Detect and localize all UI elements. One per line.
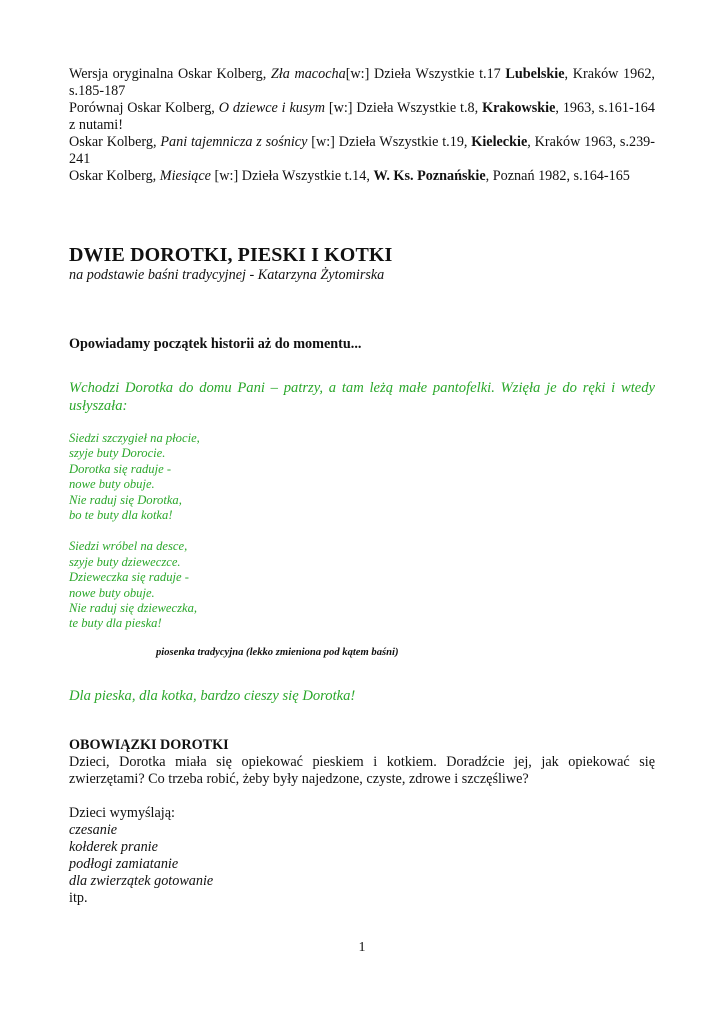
document-page [69,66,655,907]
poem-line: szyje buty Dorocie. [69,446,166,461]
poem-line: Dorotka się raduje - [69,461,172,476]
story-title: DWIE DOROTKI, PIESKI I KOTKI [69,244,393,266]
poem-line: szyje buty dzieweczce. [69,554,181,569]
poem-line: Siedzi wróbel na desce, [69,539,188,554]
poem-line: bo te buty dla kotka! [69,508,173,523]
duties-heading: OBOWIĄZKI DOROTKI [69,736,229,753]
duties-list [69,822,655,907]
closing-line: Dla pieska, dla kotka, bardzo cieszy się Dorotka! [69,687,356,704]
poem-line: Nie raduj się dzieweczka, [69,601,198,616]
poem-stanza-1 [69,431,655,523]
reference-line: Oskar Kolberg, Pani tajemnicza z sośnicy [w:] Dzieła Wszystkie t.19, Kieleckie, Kraków 1963, s.239-241 [69,134,655,167]
reference-line: Porównaj Oskar Kolberg, O dziewce i kusym [w:] Dzieła Wszystkie t.8, Krakowskie, 1963, s.161-164 z nutami! [69,100,655,133]
poem-line: te buty dla pieska! [69,616,162,631]
story-subtitle: na podstawie baśni tradycyjnej - Katarzyna Żytomirska [69,267,385,283]
list-item: dla zwierzątek gotowanie [69,872,214,889]
poem-stanza-2 [69,539,655,631]
poem-line: Siedzi szczygieł na płocie, [69,431,200,445]
list-item: kołderek pranie [69,838,158,855]
page-number: 1 [358,940,366,955]
duties-paragraph: Dzieci, Dorotka miała się opiekować pieskiem i kotkiem. Doradźcie jej, jak opiekować się zwierzętami? Co trzeba robić, żeby były najedzone, czyste, zdrowe i szczęśliwe? [69,753,655,787]
song-caption: piosenka tradycyjna (lekko zmieniona pod kątem baśni) [156,646,399,658]
list-intro: Dzieci wymyślają: [69,804,175,821]
list-item: podłogi zamiatanie [69,855,179,872]
section-heading: Opowiadamy początek historii aż do momentu... [69,336,362,352]
poem-line: nowe buty obuje. [69,477,155,492]
poem-line: Nie raduj się Dorotka, [69,492,182,507]
list-item-etc: itp. [69,889,88,906]
list-item: czesanie [69,821,118,838]
poem-line: nowe buty obuje. [69,585,155,600]
intro-paragraph: Wchodzi Dorotka do domu Pani – patrzy, a tam leżą małe pantofelki. Wzięła je do ręki i wtedy usłyszała: [69,380,655,414]
reference-line: Wersja oryginalna Oskar Kolberg, Zła macocha[w:] Dzieła Wszystkie t.17 Lubelskie, Kraków 1962, s.185-187 [69,66,655,99]
references [69,66,655,185]
poem-line: Dzieweczka się raduje - [69,570,189,585]
reference-line: Oskar Kolberg, Miesiące [w:] Dzieła Wszystkie t.14, W. Ks. Poznańskie, Poznań 1982, s.164-165 [69,168,630,184]
